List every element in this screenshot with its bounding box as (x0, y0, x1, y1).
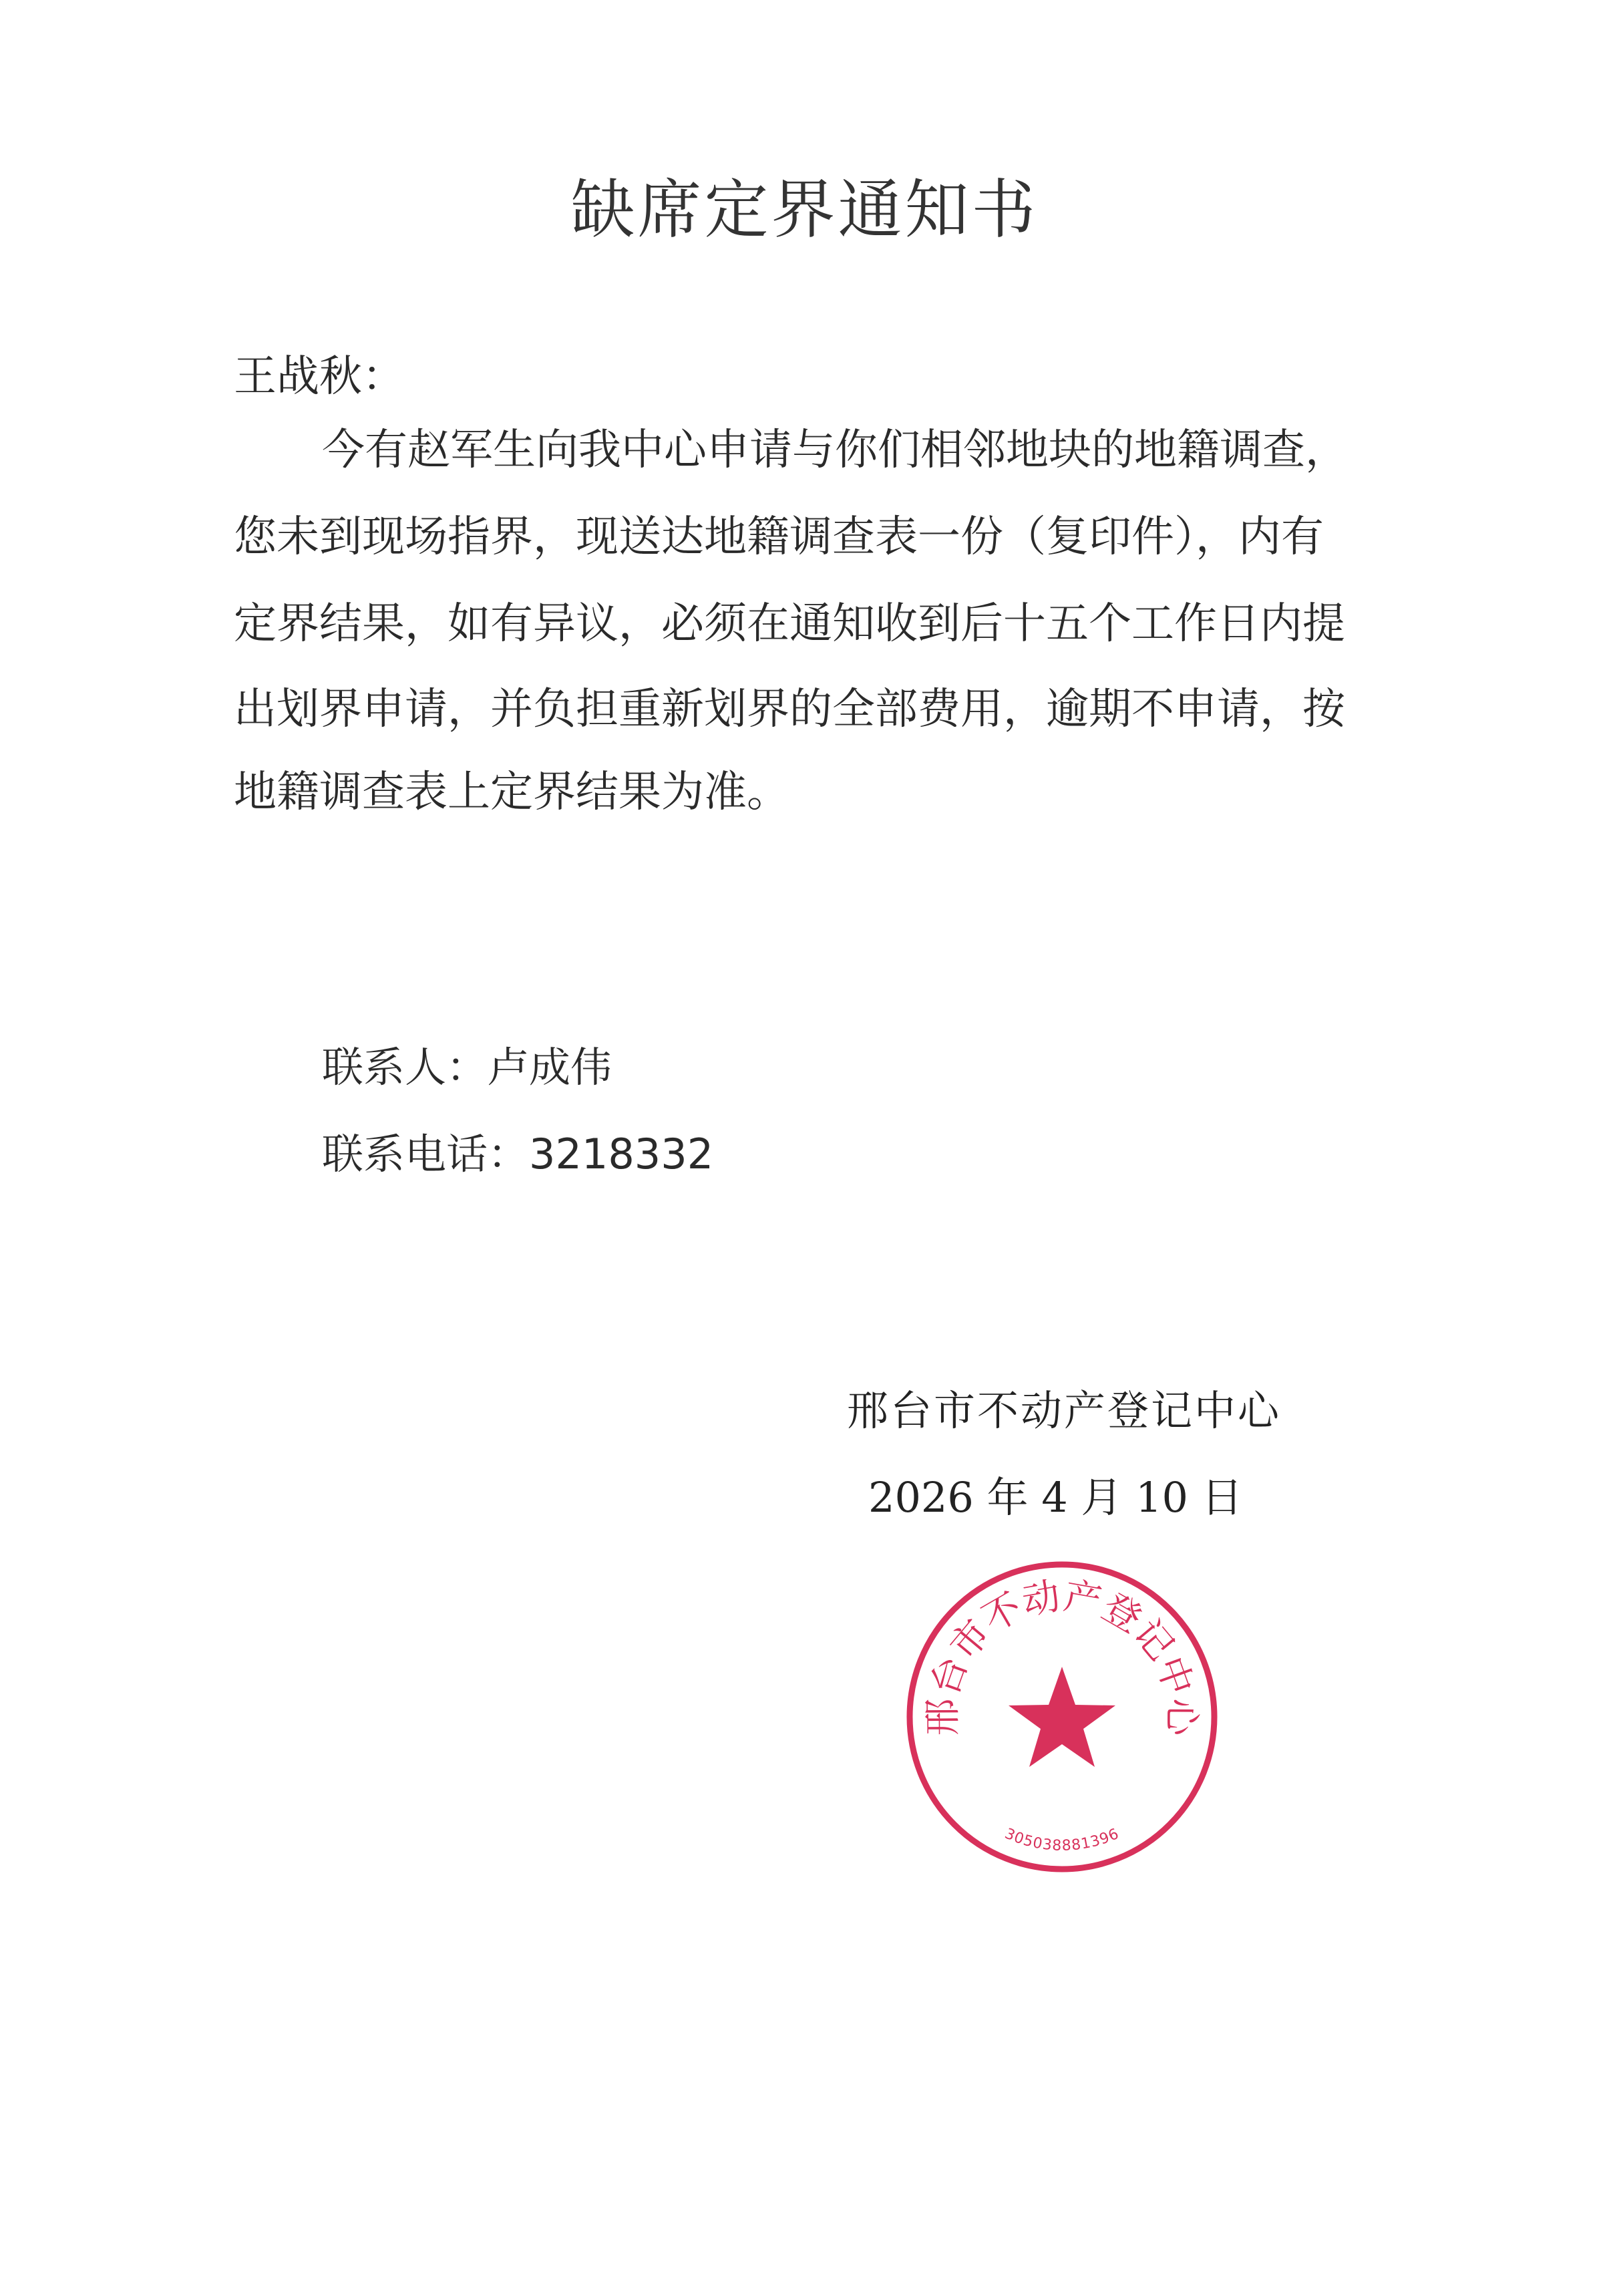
official-seal (895, 1550, 1229, 1884)
body-line: 定界结果，如有异议，必须在通知收到后十五个工作日内提 (234, 599, 1345, 649)
document-title: 缺席定界通知书 (570, 172, 1039, 247)
contact-phone (322, 1121, 713, 1180)
contact-person-name: 卢成伟 (488, 1043, 612, 1092)
contact-phone-label: 联系电话： (322, 1130, 530, 1178)
seal-number: 305038881396 (1002, 1825, 1122, 1854)
body-line: 今有赵军生向我中心申请与你们相邻地块的地籍调查， (322, 426, 1348, 475)
contact-person (322, 1034, 612, 1094)
issuing-organization: 邢台市不动产登记中心 (847, 1386, 1282, 1435)
body-line: 地籍调查表上定界结果为准。 (234, 768, 789, 817)
body-line: 您未到现场指界，现送达地籍调查表一份（复印件），内有 (234, 512, 1324, 562)
seal-arc-text: 邢台市不动产登记中心 (920, 1574, 1204, 1736)
contact-person-label: 联系人： (322, 1043, 488, 1092)
body-line: 出划界申请，并负担重新划界的全部费用，逾期不申请，按 (234, 685, 1345, 734)
contact-phone-number: 3218332 (529, 1130, 714, 1178)
salutation: 王战秋： (234, 352, 405, 401)
issue-date: 2026 年 4 月 10 日 (868, 1473, 1243, 1522)
seal-star-icon (1009, 1667, 1115, 1767)
